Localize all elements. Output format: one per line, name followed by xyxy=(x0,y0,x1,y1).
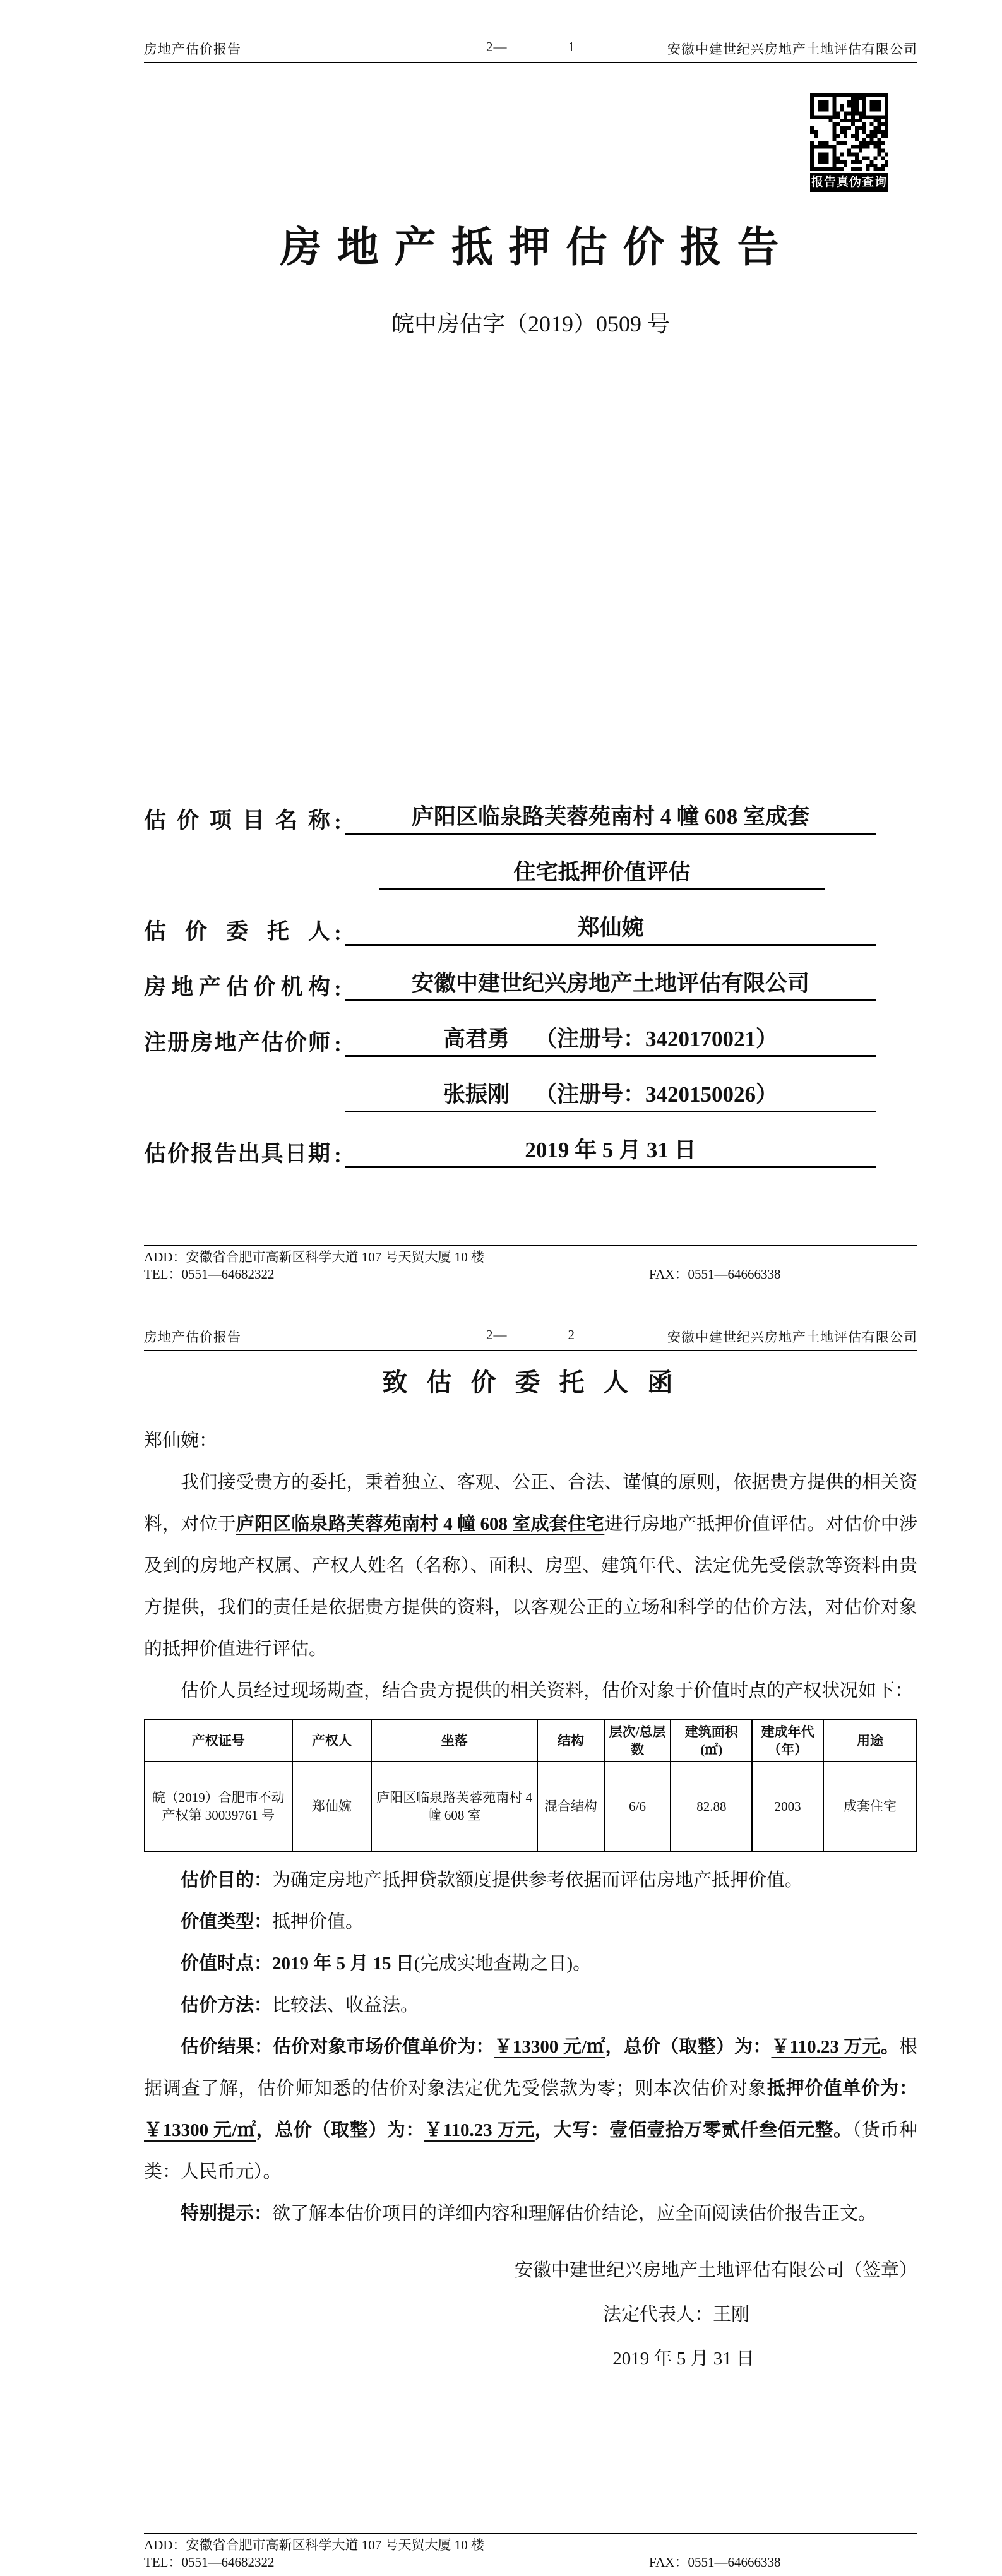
text-segment: 我们接受贵方的委托，秉着独立、客观、公正、合法、谨慎的原则，依据贵方提供的相关资料，对位于 xyxy=(144,1472,917,1534)
report-date-value: 2019 年 5 月 31 日 xyxy=(345,1133,876,1168)
page-header xyxy=(144,0,917,58)
page-number-value: 1 xyxy=(568,39,575,54)
paragraph-notice xyxy=(144,2193,917,2234)
fax-label: FAX： xyxy=(649,2555,688,2570)
client-label: 估价委托人 xyxy=(144,919,330,944)
paragraph-commission xyxy=(144,1462,917,1670)
client-value: 郑仙婉 xyxy=(345,910,876,946)
tel-label: TEL： xyxy=(144,2555,182,2570)
col-year-built: 建成年代（年） xyxy=(752,1720,823,1762)
header-rule xyxy=(144,58,917,63)
page-footer xyxy=(144,2533,917,2571)
footer-address-row xyxy=(144,1249,917,1266)
col-location: 坐落 xyxy=(371,1720,537,1762)
agency-value: 安徽中建世纪兴房地产土地评估有限公司 xyxy=(345,966,876,1001)
col-use: 用途 xyxy=(823,1720,917,1762)
qr-verification-block xyxy=(810,93,888,192)
appraiser-1-name: 高君勇 xyxy=(443,1027,510,1051)
header-company: 安徽中建世纪兴房地产土地评估有限公司 xyxy=(667,1330,917,1345)
mortgage-total-price: ￥110.23 万元 xyxy=(424,2120,535,2140)
line-value-type xyxy=(144,1901,917,1943)
agency-label: 房地产估价机构 xyxy=(144,975,330,999)
label-colon: : xyxy=(334,921,342,945)
line-value-date xyxy=(144,1943,917,1984)
form-row-report-date xyxy=(144,1112,917,1168)
address-label: ADD： xyxy=(144,2537,186,2553)
value-type-text: 抵押价值。 xyxy=(272,1912,364,1932)
line-purpose xyxy=(144,1859,917,1901)
col-owner: 产权人 xyxy=(292,1720,372,1762)
line-method xyxy=(144,1984,917,2026)
value-date-note: (完成实地查勘之日)。 xyxy=(414,1953,592,1974)
appraiser-1-value xyxy=(345,1022,876,1057)
cell-location: 庐阳区临泉路芙蓉苑南村 4 幢 608 室 xyxy=(371,1762,537,1851)
text-segment: 进行房地产抵押价值评估。对估价中涉及到的房地产权属、产权人姓名（名称）、面积、房型、建筑年代、法定优先受偿款等资料由贵方提供，我们的责任是依据贵方提供的资料，以客观公正的立场和科学的估价方法，对估价对象的抵押价值进行评估。 xyxy=(144,1514,917,1659)
page-footer xyxy=(144,1245,917,1283)
telephone xyxy=(144,2554,649,2571)
label-colon: : xyxy=(334,976,342,1001)
fax-value: 0551—64666338 xyxy=(688,2555,781,2570)
form-row-project xyxy=(144,779,917,835)
mortgage-unit-price: ￥13300 元/㎡ xyxy=(144,2120,256,2140)
cell-structure: 混合结构 xyxy=(537,1762,604,1851)
header-company: 安徽中建世纪兴房地产土地评估有限公司 xyxy=(667,42,917,57)
qr-code-icon xyxy=(810,93,888,171)
method-label: 估价方法： xyxy=(181,1995,273,2015)
value-type-label: 价值类型： xyxy=(181,1912,273,1932)
report-title: 房 地 产 抵 押 估 价 报 告 xyxy=(280,225,782,271)
header-doc-type: 房地产估价报告 xyxy=(144,1330,241,1345)
page-number-prefix: 2— xyxy=(486,1327,508,1342)
col-floor: 层次/总层数 xyxy=(604,1720,671,1762)
fax-value: 0551—64666338 xyxy=(688,1267,781,1282)
tel-label: TEL： xyxy=(144,1267,182,1282)
qr-caption: 报告真伪查询 xyxy=(810,173,888,192)
telephone xyxy=(144,1266,649,1283)
page-number-value: 2 xyxy=(568,1327,575,1342)
table-row xyxy=(145,1762,917,1851)
cell-use: 成套住宅 xyxy=(823,1762,917,1851)
header-doc-type: 房地产估价报告 xyxy=(144,42,241,57)
label-colon: : xyxy=(334,1143,342,1167)
cover-form xyxy=(144,779,917,1168)
property-rights-table xyxy=(144,1719,917,1852)
form-row-project-cont xyxy=(144,835,917,890)
project-name-value-line1: 庐阳区临泉路芙蓉苑南村 4 幢 608 室成套 xyxy=(345,799,876,835)
col-area: 建筑面积(㎡) xyxy=(671,1720,752,1762)
appraiser-label: 注册房地产估价师 xyxy=(144,1030,330,1055)
address-label: ADD： xyxy=(144,1249,186,1265)
tel-value: 0551—64682322 xyxy=(181,2555,275,2570)
col-cert-no: 产权证号 xyxy=(145,1720,292,1762)
signature-company: 安徽中建世纪兴房地产土地评估有限公司（签章） xyxy=(514,2260,917,2281)
table-header-row xyxy=(145,1720,917,1762)
header-page-number xyxy=(144,39,917,55)
signature-date: 2019 年 5 月 31 日 xyxy=(612,2349,754,2369)
market-unit-price: ￥13300 元/㎡ xyxy=(494,2037,605,2057)
footer-rule xyxy=(144,2533,917,2534)
purpose-text: 为确定房地产抵押贷款额度提供参考依据而评估房地产抵押价值。 xyxy=(272,1870,804,1890)
appraiser-2-name: 张振刚 xyxy=(443,1082,510,1107)
label-colon: : xyxy=(334,1032,342,1056)
value-date-label: 价值时点： xyxy=(181,1953,273,1974)
cell-floor: 6/6 xyxy=(604,1762,671,1851)
notice-label: 特别提示： xyxy=(181,2203,273,2224)
letter-body xyxy=(144,1420,917,2381)
form-row-client xyxy=(144,890,917,946)
fax xyxy=(649,2555,780,2570)
purpose-label: 估价目的： xyxy=(181,1870,273,1890)
footer-contact-row xyxy=(144,2554,917,2571)
form-row-appraiser-1 xyxy=(144,1001,917,1057)
method-text: 比较法、收益法。 xyxy=(272,1995,419,2015)
appraiser-1-registration: （注册号：3420170021） xyxy=(535,1027,778,1051)
form-row-agency xyxy=(144,946,917,1001)
fax-label: FAX： xyxy=(649,1267,688,1282)
report-number: 皖中房估字（2019）0509 号 xyxy=(391,311,670,337)
appraiser-2-value xyxy=(345,1077,876,1112)
value-date: 2019 年 5 月 15 日 xyxy=(272,1953,414,1974)
address-value: 安徽省合肥市高新区科学大道 107 号天贸大厦 10 楼 xyxy=(186,1249,484,1265)
signature-block xyxy=(144,2248,917,2381)
greeting: 郑仙婉： xyxy=(144,1431,218,1451)
paragraph-result: 估价结果：估价对象市场价值单价为：￥13300 元/㎡，总价（取整）为：￥110.23 万元。根据调查了解，估价师知悉的估价对象法定优先受偿款为零；则本次估价对象抵押价值单价为：￥13300 元/㎡，总价（取整）为：￥110.23 万元，大写：壹佰壹拾万零贰仟叁佰元整。（货币种类：人民币元）。 xyxy=(144,2037,917,2182)
footer-address-row xyxy=(144,2537,917,2554)
result-label: 估价结果： xyxy=(181,2037,273,2057)
footer-rule xyxy=(144,1245,917,1246)
report-date-label: 估价报告出具日期 xyxy=(144,1142,330,1166)
project-name-value-line2: 住宅抵押价值评估 xyxy=(379,855,825,890)
form-row-appraiser-2 xyxy=(144,1057,917,1112)
col-structure: 结构 xyxy=(537,1720,604,1762)
market-total-price: ￥110.23 万元 xyxy=(771,2037,881,2057)
page-header xyxy=(144,1288,917,1346)
signature-legal-representative: 法定代表人：王刚 xyxy=(602,2305,749,2325)
letter-title: 致 估 价 委 托 人 函 xyxy=(382,1368,679,1397)
paragraph-survey: 估价人员经过现场勘查，结合贵方提供的相关资料，估价对象于价值时点的产权状况如下： xyxy=(181,1681,914,1701)
cell-year-built: 2003 xyxy=(752,1762,823,1851)
project-name-label: 估价项目名称 xyxy=(144,808,330,833)
header-page-number xyxy=(144,1327,917,1343)
appraiser-2-registration: （注册号：3420150026） xyxy=(535,1082,778,1107)
fax xyxy=(649,1267,780,1282)
label-colon: : xyxy=(334,809,342,834)
page-2 xyxy=(0,1288,1002,2576)
cell-owner: 郑仙婉 xyxy=(292,1762,372,1851)
subject-property: 庐阳区临泉路芙蓉苑南村 4 幢 608 室成套住宅 xyxy=(236,1514,605,1534)
tel-value: 0551—64682322 xyxy=(181,1267,275,1282)
footer-contact-row xyxy=(144,1266,917,1283)
page-number-prefix: 2— xyxy=(486,39,508,54)
cell-area: 82.88 xyxy=(671,1762,752,1851)
cell-cert-no: 皖（2019）合肥市不动产权第 30039761 号 xyxy=(145,1762,292,1851)
address-value: 安徽省合肥市高新区科学大道 107 号天贸大厦 10 楼 xyxy=(186,2537,484,2553)
notice-text: 欲了解本估价项目的详细内容和理解估价结论，应全面阅读估价报告正文。 xyxy=(272,2203,877,2224)
header-rule xyxy=(144,1346,917,1351)
